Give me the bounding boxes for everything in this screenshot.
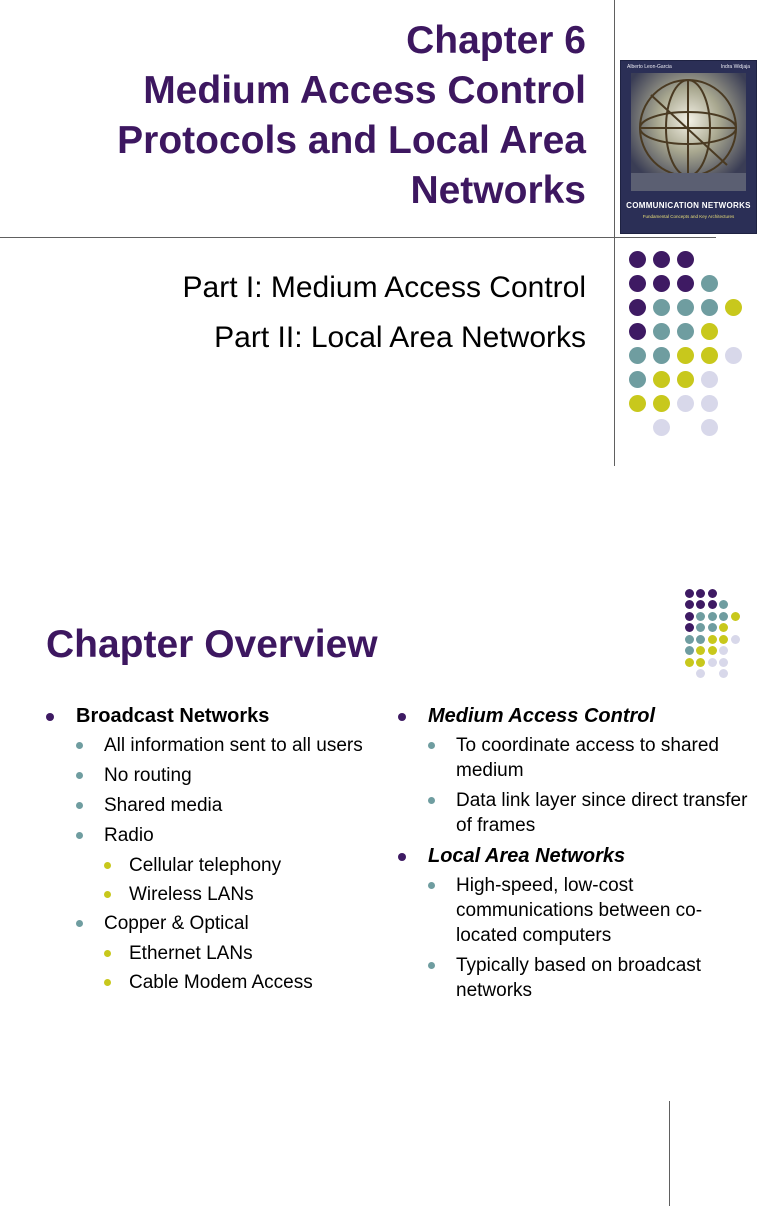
bullet-level-2: [46, 823, 406, 848]
bullet-dot-icon: [104, 891, 111, 898]
bullet-dot-icon: [104, 979, 111, 986]
decorative-dot: [719, 658, 728, 667]
decorative-dot: [629, 347, 646, 364]
slide-1: [0, 0, 768, 512]
decorative-dot: [701, 323, 718, 340]
decorative-dot: [731, 612, 740, 621]
title-line-1: Chapter 6: [406, 19, 586, 62]
bullet-dot-icon: [76, 920, 83, 927]
decorative-dot: [653, 395, 670, 412]
decorative-dot: [685, 589, 694, 598]
decorative-dot: [719, 600, 728, 609]
bullet-level-3: [46, 853, 406, 878]
decorative-dot: [708, 612, 717, 621]
book-author-right: Indra Widjaja: [720, 64, 750, 70]
decorative-dot: [719, 623, 728, 632]
decorative-dot: [685, 623, 694, 632]
decorative-dot: [696, 589, 705, 598]
decorative-dot: [629, 275, 646, 292]
bullet-level-2: [46, 793, 406, 818]
decorative-dot: [629, 251, 646, 268]
decorative-dot: [708, 646, 717, 655]
bullet-dot-icon: [398, 853, 406, 861]
decorative-dot: [701, 299, 718, 316]
decorative-dot: [677, 323, 694, 340]
decorative-dot: [677, 371, 694, 388]
decorative-dot: [708, 589, 717, 598]
decorative-dot: [685, 658, 694, 667]
decorative-dot: [629, 395, 646, 412]
bullet-level-1: [398, 703, 758, 729]
book-subtitle: Fundamental Concepts and Key Architectures: [642, 214, 735, 219]
overview-left-column: [46, 703, 406, 999]
decorative-dot: [725, 347, 742, 364]
bullet-level-2: [398, 873, 758, 948]
horizontal-divider: [0, 237, 716, 238]
bullet-text: Cable Modem Access: [129, 972, 313, 993]
bullet-text: Radio: [104, 825, 154, 846]
bullet-text: Typically based on broadcast networks: [456, 955, 702, 1001]
decorative-dot: [708, 623, 717, 632]
bullet-text: Medium Access Control: [428, 705, 656, 727]
decorative-dot: [719, 612, 728, 621]
overview-right-column: [398, 703, 758, 1008]
book-author-left: Alberto Leon-Garcia: [627, 64, 672, 70]
decorative-dot: [677, 299, 694, 316]
bullet-level-1: [398, 843, 758, 869]
book-title: COMMUNICATION NETWORKS: [626, 201, 751, 210]
bullet-level-3: [46, 882, 406, 907]
bullet-dot-icon: [428, 742, 435, 749]
subtitle-line-2: Part II: Local Area Networks: [214, 321, 586, 354]
bullet-level-2: [46, 763, 406, 788]
bullet-dot-icon: [46, 713, 54, 721]
slide-subtitle: [66, 263, 586, 363]
bullet-text: Copper & Optical: [104, 913, 249, 934]
decorative-dot: [696, 623, 705, 632]
bullet-text: Cellular telephony: [129, 855, 282, 876]
overview-title: Chapter Overview: [46, 623, 378, 666]
bullet-text: Shared media: [104, 795, 223, 816]
book-authors: [627, 64, 750, 70]
globe-sculpture-image: [631, 73, 746, 191]
decorative-dot: [677, 347, 694, 364]
decorative-dot: [677, 275, 694, 292]
bullet-text: High-speed, low-cost communications between co-located computers: [456, 875, 703, 946]
decorative-dot: [629, 371, 646, 388]
decorative-dot: [653, 323, 670, 340]
bullet-dot-icon: [76, 742, 83, 749]
bullet-level-3: [46, 970, 406, 995]
decorative-dot: [701, 275, 718, 292]
decorative-dot: [696, 600, 705, 609]
subtitle-line-1: Part I: Medium Access Control: [182, 271, 586, 304]
decorative-dot: [696, 669, 705, 678]
bullet-text: Data link layer since direct transfer of frames: [456, 790, 748, 836]
decorative-dot: [653, 419, 670, 436]
bullet-level-3: [46, 941, 406, 966]
decorative-dot: [653, 371, 670, 388]
bullet-text: Wireless LANs: [129, 884, 254, 905]
decorative-dot: [725, 299, 742, 316]
decorative-dot: [653, 299, 670, 316]
bullet-level-2: [398, 733, 758, 783]
decorative-dot: [701, 395, 718, 412]
decorative-dot: [685, 635, 694, 644]
decorative-dot: [653, 251, 670, 268]
bullet-text: Ethernet LANs: [129, 943, 253, 964]
bullet-dot-icon: [104, 862, 111, 869]
bullet-text: No routing: [104, 765, 192, 786]
decorative-dot: [677, 395, 694, 412]
decorative-dot: [696, 646, 705, 655]
title-line-4: Networks: [410, 169, 586, 212]
decorative-dot: [708, 635, 717, 644]
bullet-level-1: [46, 703, 406, 729]
bullet-level-2: [398, 953, 758, 1003]
bullet-text: Broadcast Networks: [76, 705, 270, 727]
decorative-dot: [696, 658, 705, 667]
bullet-text: To coordinate access to shared medium: [456, 735, 719, 781]
bullet-text: Local Area Networks: [428, 845, 626, 867]
bullet-dot-icon: [398, 713, 406, 721]
bullet-level-2: [46, 911, 406, 936]
title-line-3: Protocols and Local Area: [117, 119, 586, 162]
decorative-dot: [708, 658, 717, 667]
bullet-dot-icon: [104, 950, 111, 957]
slide-title: [26, 16, 586, 216]
title-line-2: Medium Access Control: [143, 69, 586, 112]
bullet-dot-icon: [76, 832, 83, 839]
vertical-divider: [614, 0, 615, 466]
decorative-dot: [701, 419, 718, 436]
decorative-dot: [696, 635, 705, 644]
decorative-dot: [701, 347, 718, 364]
decorative-dot: [653, 347, 670, 364]
vertical-divider: [669, 1101, 670, 1206]
bullet-dot-icon: [428, 882, 435, 889]
decorative-dot: [701, 371, 718, 388]
book-cover-image: [620, 60, 757, 234]
bullet-dot-icon: [76, 802, 83, 809]
decorative-dot: [719, 669, 728, 678]
bullet-dot-icon: [76, 772, 83, 779]
decorative-dot: [685, 600, 694, 609]
decorative-dot: [685, 646, 694, 655]
bullet-dot-icon: [428, 797, 435, 804]
bullet-text: All information sent to all users: [104, 735, 363, 756]
decorative-dot: [629, 299, 646, 316]
decorative-dot: [708, 600, 717, 609]
decorative-dot: [719, 635, 728, 644]
decorative-dot: [731, 635, 740, 644]
decorative-dot: [629, 323, 646, 340]
bullet-level-2: [398, 788, 758, 838]
bullet-level-2: [46, 733, 406, 758]
decorative-dot: [719, 646, 728, 655]
decorative-dot: [685, 612, 694, 621]
decorative-dot: [677, 251, 694, 268]
decorative-dot: [696, 612, 705, 621]
bullet-dot-icon: [428, 962, 435, 969]
decorative-dot: [653, 275, 670, 292]
